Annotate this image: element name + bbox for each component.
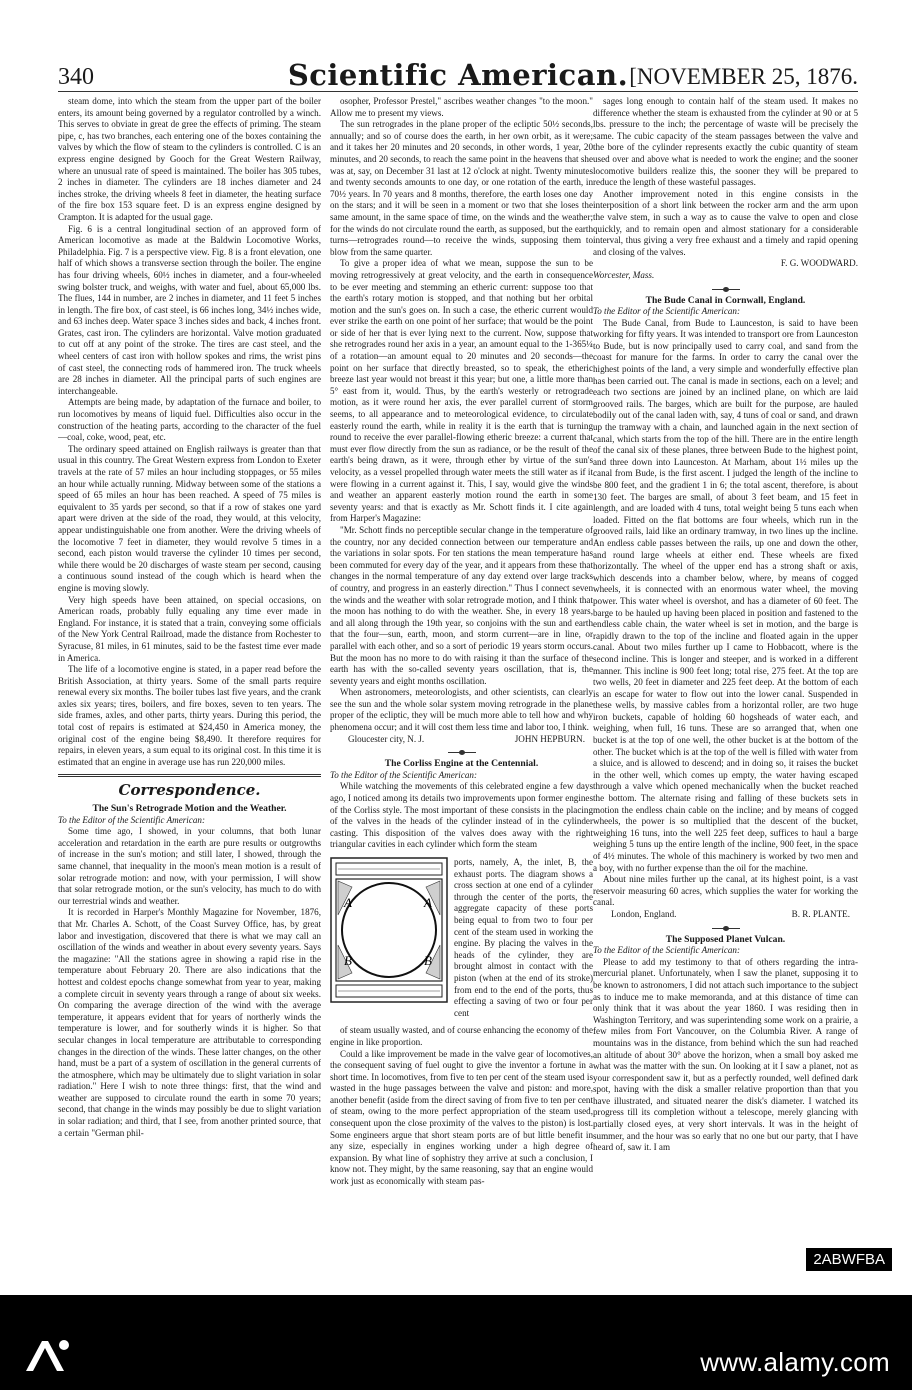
signature-place: Gloucester city, N. J. — [348, 733, 425, 744]
paragraph: About nine miles further up the canal, at its highest point, is a vast reservoir measuring 60 acres, which supplies the water for working the canal. — [593, 874, 858, 908]
paragraph: The sun retrogrades in the plane proper of the ecliptic 50½ seconds, annually; and so of course does the earth, in her own orbit, as it were; and it takes her 20 minutes and 20 seconds, in other words, 1 year, 20 minutes, and 20 seconds, to reach the same point in the heavens that she was at, say, on December 31 last at 12 o'clock at night. Twenty minutes and twenty seconds amounts to one day, or one rotation of the earth, in 70½ years. In 70 years and 8 months, therefore, the earth loses one day on the stars; and it will be seen in a moment or two that she loses the same amount, in the same space of time, on the winds and the weather; for the winds do not circulate round the earth, as supposed, but the earth turns—retrogrades round—to receive the winds, supposing them to blow from the same quarter. — [330, 119, 593, 257]
cylinder-port-diagram — [330, 857, 448, 1003]
paragraph: The Bude Canal, from Bude to Launceston, is said to have been working for fifty years. It was intended to transport ore from Launceston to Bude, but is now principally used to carry coal, and sand from the coast for manure for the farms. In order to carry the canal over the highest points of the land, a very simple and wonderfully effective plan has been carried out. The canal is made in sections, each on a level; and each two sections are joined by an inclined plane, on which are laid grooved rails. The barges, which are built for the purpose, are hauled bodily out of the canal laden with, say, 4 tuns of coal or sand, and drawn up the tramway with a chain, and launched again in the next section of canal, which starts from the top of the hill. There are in the entire length of the canal six of these planes, three between Bude to the highest point, and three down into Launceston. At Marham, about 1½ miles up the canal from Bude, is the first ascent. I judged the length of the incline to be 800 feet, and the gradient 1 in 6; the total ascent, therefore, is about 130 feet. The barges are small, of about 3 feet beam, and 15 feet in length, and are loaded with 4 tuns, total weight being 5 tuns each when loaded. Fitted on the flat bottoms are four wheels, which run in the grooved rails, laid like an ordinary tramway, in two lines up the incline. An endless cable passes between the rails, up one and down the other, and round large wheels at either end. These wheels are fixed horizontally. The wheel of the upper end has a strong shaft or axis, which descends into a chamber below, where, by means of cogged wheels, it is connected with an enormous water wheel, the moving power. This water wheel is overshot, and has a diameter of 60 feet. The barge to be hauled up having been placed in position and fastened to the endless cable chain, the water wheel is set in motion, and the barge is rapidly drawn to the top of the incline and floated again in the upper canal. About two miles further up I came to Hobbacott, where is the second incline. This is longer and steeper, and is worked in a different manner. This incline is 900 feet long; total rise, 275 feet. At the top are two wells, 20 feet in diameter and 225 feet deep. At the bottom of each is an escape for water to flow out into the lower canal. Suspended in these wells, by massive cables from a horizontal roller, are two huge iron buckets, capable of holding 60 hogsheads of water each, and weighing, when full, 16 tuns. These are so arranged that, when one bucket is at the top of one well, the other bucket is at the bottom of the other. The bucket which is at the top of the well is filled with water from a sluice, and is allowed to descend; and in doing so, it raises the bucket in the other well, which comes up empty, the water having escaped through a valve which opened mechanically when the bucket reached the bottom. The alternate rising and falling of these buckets sets in motion the endless chain cable on the incline; and by means of cogged wheels, the power is so multiplied that the descent of the bucket, weighing 16 tuns, into the well 225 feet deep, suffices to haul a barge weighing 5 tuns up the entire length of the incline, 900 feet, in the space of 4½ minutes. The whole of this machinery is worked by two men and a boy, with no further expense than the oil for the machine. — [593, 317, 858, 873]
letter-title: The Corliss Engine at the Centennial. — [384, 758, 539, 770]
letter-salutation: To the Editor of the Scientific American: — [330, 769, 477, 780]
paragraph: Please to add my testimony to that of others regarding the intra-mercurial planet. Unfortunately, when I saw the planet, supposing it to be known to astronomers, I did not attach such importance to the subject as to induce me to make memoranda, and at this distance of time can only think that it was about the year 1860. I was residing then in Washington Territory, and was superintending some work on a prairie, a few miles from Fort Vancouver, on the Columbia River. A range of mountains was in the distance, from behind which the sun had reached an altitude of about 30° above the horizon, when a small boy asked me what was the matter with the sun. On looking at it I saw a planet, not as your correspondent saw it, but as a perfectly rounded, well defined dark spot, having with the disk a smaller relative proportion than that you have illustrated, and situated nearer the disk's diameter. I watched its progress till its completion without a telescope, merely glancing with partially closed eyes, at very short intervals. It was in the height of summer, and the hour was so early that no one but our party, that I have heard of, saw it. I am — [593, 956, 858, 1153]
paragraph: Another improvement noted in this engine consists in the interposition of a short link between the rocker arm and the arm upon the valve stem, in such a way as to cause the valve to open and close quickly, and to remain open and almost stationary for a considerable interval, thus giving a very free exhaust and a timely and rapid opening and closing of the valves. — [593, 188, 858, 257]
signature-place: London, England. — [611, 908, 677, 919]
paragraph: To give a proper idea of what we mean, suppose the sun to be moving retrogressively at great velocity, and the earth in consequence to be ever meeting and stemming an etheric current: suppose too that the earth's rotary motion is stopped, and that nothing but her orbital motion and the sun's goes on. In such a case, the etheric current would ever strike the earth on one point of her surface; that would be the point or side of her that is ever lying next to the current. Now, suppose that she retrogrades round her axis in a year, an amount equal to the 1-365¼ of a rotation—an amount equal to 20 minutes and 20 seconds—the point on her surface that directly breasted, so to speak, the etheric breeze last year would not breast it this year; but one, a little more than 5° east from it, would. Thus, by the earth's westerly or retrograde motion, as it were round her axis, the ever parallel current of storm seems, to all appearance and to meteorological evidence, to circulate easterly round the earth, while in reality it is the earth that is turning round to receive the ever parallel-flowing etheric breeze: a current that must ever flow directly from the sun as radiance, or be the result of the earth's being drawn, as it were, through ether by virtue of the sun's velocity, as a vessel propelled through water meets the still water as if it were flowing in a current against it. This, I say, would give the winds and weather an apparent easterly motion round the earth in some seventy years: and that is exactly as Mr. Schott finds it. I cite again from Harper's Magazine: — [330, 258, 593, 524]
paragraph: osopher, Professor Prestel," ascribes weather changes "to the moon." Allow me to present my views. — [330, 96, 593, 118]
issue-date: [NOVEMBER 25, 1876. — [629, 64, 858, 89]
paragraph: Very high speeds have been attained, on special occasions, on American roads, probably fully equaling any time ever made in England. For instance, it is stated that a train, conveying some officials of the New York Central Railroad, made the distance from Rochester to Syracuse, 81 miles, in 61 minutes, said to be the fastest time ever made in America. — [58, 594, 321, 663]
separator-ornament — [448, 751, 476, 754]
figure-block — [330, 857, 593, 1019]
letter-salutation: To the Editor of the Scientific American: — [593, 945, 740, 956]
header-rule — [58, 91, 858, 92]
watermark-url: www.alamy.com — [700, 1347, 890, 1377]
letter-signature — [593, 909, 858, 921]
paragraph: When astronomers, meteorologists, and other scientists, can clearly see the sun and the whole solar system moving retrograde in the plane proper of the ecliptic, they will be much more able to tell how and why phenomena occur; and it will cost them less time and labor too, I think. — [330, 687, 593, 733]
column-3 — [593, 96, 858, 1276]
paragraph: It is recorded in Harper's Monthly Magazine for November, 1876, that Mr. Charles A. Schott, of the Coast Survey Office, has, by great labor and investigation, discovered that there is what we may call an oscillation of the winds and weather in about every seventy years. Says the magazine: "All the stations agree in showing a rapid rise in the temperature about February 20. There are also indications that the hottest and coldest epochs change somewhat from year to year, making a complete circuit in seventy years through a range of about six weeks. On comparing the average direction of the wind with the average temperature, it appears evident that for years of northerly winds the temperature is lower, and for southerly winds it is higher. So that secular changes in local temperature are attributable to corresponding changes in the direction of the winds. These latter changes, on the other hand, must be a part of a system of oscillation in the general currents of the atmosphere, which may be ultimately due to slight variation in solar radiation." Here I wish to note three things: first, that the wind and weather are supposed to circulate round the earth in some 70 years; second, that change in the winds may possibly be due to slight variation in solar radiation; and third, that I see, from another printed source, that a certain "German phil- — [58, 907, 321, 1138]
section-divider — [58, 774, 321, 777]
letter-title: The Sun's Retrograde Motion and the Weather. — [92, 803, 287, 815]
letter-title: The Bude Canal in Cornwall, England. — [645, 294, 806, 306]
figure-side-text: ports, namely, A, the inlet, B, the exhaust ports. The diagram shows a cross section at one end of a cylinder through the center of the ports, the aggregate capacity of these ports being equal to from two to four per cent of the steam used in working the engine. By placing the valves in the heads of the cylinder, they are brought almost in contact with the piston (when at the end of its stroke) from end to the end of the ports, thus effecting a saving of two or four per cent — [454, 857, 593, 1018]
port-label-b-left: B — [344, 953, 352, 968]
paragraph: Some time ago, I showed, in your columns, that both lunar acceleration and retardation in the earth are pure results or outgrowths of increase in the sun's motion; and still later, I showed, through the same channel, that inequality in the moon's mean motion is a result of solar retrograde motion: and now, with your permission, I will show that solar retrograde motion, or the sun's velocity, has much to do with our terrestrial winds and weather. — [58, 826, 321, 906]
paragraph: The life of a locomotive engine is stated, in a paper read before the British Association, at thirty years. Some of the small parts require renewal every six months. The boiler tubes last five years, and the crank axles six years; tires, boilers, and fire boxes, seven to ten years. The side frames, axles, and other parts, thirty years. During this period, the total cost of repairs is estimated at $24,450 in America money, the original cost of the engine being $8,490. It therefore requires for repairs, in eleven years, a sum equal to its original cost. In this time it is estimated that an engine in average use has run 220,000 miles. — [58, 664, 321, 767]
watermark-footer — [0, 1295, 912, 1390]
column-2 — [330, 96, 593, 1276]
letter-salutation: To the Editor of the Scientific American: — [58, 814, 205, 825]
paragraph: Attempts are being made, by adaptation of the furnace and boiler, to run locomotives by means of liquid fuel. Difficulties also occur in the construction of the heating parts, according to the character of the fuel—coal, coke, wood, peat, etc. — [58, 397, 321, 443]
paragraph: "Mr. Schott finds no perceptible secular change in the temperature of the country, nor any decided connection between our temperature and the variations in solar spots. For ten stations the mean temperature has been commuted for every day of the year, and it appears from these that changes in the normal temperature of any day extend over large tracks of country, and progress in an easterly direction." Thus I connect seven the winds and the weather with solar retrograde motion, and I think that the moon has nothing to do with the weather. She, in every 18 years, and all along through the 19th year, so conjoins with the sun and earth that the four—sun, earth, moon, and storm current—are in line, or parallel with each other, and so a sort of periodic 19 years storm occurs. But the moon has no more to do with raising it than the surface of the earth has with the so-called seventy years oscillation, that is, the seventy years and eight months oscillation. — [330, 524, 593, 686]
port-label-a-left: A — [344, 895, 352, 910]
port-label-a-right: A — [424, 895, 432, 910]
alamy-logo-icon — [22, 1335, 74, 1375]
signature-name: JOHN HEPBURN. — [514, 733, 585, 744]
port-label-b-right: B — [424, 953, 432, 968]
paragraph: While watching the movements of this celebrated engine a few days ago, I noticed among its details two improvements upon former engines of the Corliss style. The most important of these consists in the placing of the valves in the heads of the cylinder instead of in the cylinder casting. This disposition of the valves does away with the right triangular cavities in each cylinder which form the steam — [330, 781, 593, 850]
signature-place: Worcester, Mass. — [593, 269, 655, 280]
paragraph: sages long enough to contain half of the steam used. It makes no difference whether the steam is exhausted from the cylinder at 90 or at 5 lbs. pressure to the inch; the percentage of waste will be precisely the same. The cubic capacity of the steam passages between the valve and the bore of the cylinder represents exactly the cubic quantity of steam used over and above what is needed to work the engine; and the sooner locomotive builders realize this, the sooner they will be prepared to reduce the length of these wasteful passages. — [593, 96, 858, 188]
separator-ornament — [712, 288, 740, 291]
page-header — [58, 56, 858, 92]
page-number: 340 — [58, 64, 94, 90]
letter-signature — [330, 734, 593, 746]
signature-name: B. R. PLANTE. — [791, 908, 850, 919]
paragraph: steam dome, into which the steam from the upper part of the boiler enters, its amount being governed by a regulator controlled by a winch. This serves to obviate in great de gree the effects of priming. The steam pipe, c, has two branches, each entering one of the boxes containing the valves by which the flow of steam to the cylinders is controlled. C is an express engine designed by Gooch for the Great Western Railway, where an unusual rate of speed is maintained. The boiler has 305 tubes, 2 inches in diameter. The cylinders are 18 inches diameter and 24 inches stroke, the driving wheels 8 feet in diameter, the heating surface of the fire box 153 square feet. D is an express engine designed by Crampton. It is adapted for the usual gage. — [58, 96, 321, 222]
signature-name: F. G. WOODWARD. — [780, 258, 858, 269]
paragraph: Could a like improvement be made in the valve gear of locomotives, the consequent saving of fuel ought to give the inventor a fortune in a short time. In locomotives, from five to ten per cent of the steam used is wasted in the huge passages between the valve and piston: and more, another benefit (aside from the direct saving of from five to ten per cent of steam, owing to the more perfect appropriation of the steam used, consequent upon the close proximity of the valves to the piston) is lost. Some engineers argue that short steam ports are of but little benefit in any size, especially in engines working under a high degree of expansion. By what line of sophistry they arrive at such a conclusion, I know not. They might, by the same reasoning, say that an engine would work just as economically with steam pas- — [330, 1048, 593, 1187]
column-1 — [58, 96, 321, 1276]
paragraph: The ordinary speed attained on English railways is greater than that usual in this country. The Great Western express from London to Exeter travels at the rate of 57 miles an hour including stoppages, or 55 miles an hour while actually running. Midway between some of the stations a speed of 65 miles an hour has been reached. A speed of 75 miles is equivalent to 35 yards per second, so that if a row of stakes one yard apart were driven at the side of the road, they would, at this velocity, appear undistinguishable one from another. Were the driving wheels of the locomotive 7 feet in diameter, they would revolve 5 times in a second, each piston would traverse the cylinder 10 times per second, while there would be 20 discharges of waste steam per second, causing a continuous sound instead of the cough which is heard when the engine is moving slowly. — [58, 443, 321, 593]
paragraph: Fig. 6 is a central longitudinal section of an approved form of American locomotive as made at the Baldwin Locomotive Works, Philadelphia. Fig. 7 is a perspective view. Fig. 8 is a front elevation, one half of which shows a transverse section through the boiler. The engine has four driving wheels, 60½ inches in diameter, and a four-wheeled swing bolster truck, and weighs, with water and fuel, about 65,000 lbs. The flues, 144 in number, are 2 inches in diameter, and 11 feet 5 inches in length. The fire box, of cast steel, is 66 inches long, 34½ inches wide, and 63 inches deep. Water space 3 inches sides and back, 4 inches front. Grates, cast iron. The cylinders are horizontal. Valve motion graduated to cut off at any point of the stroke. The tires are cast steel, and the wheel centers of cast iron with hollow spokes and rims, the wrist pins of cast steel, the connecting rods of hammered iron. The truck wheels are 28 inches in diameter. All the principal parts of such engines are interchangeable. — [58, 223, 321, 396]
masthead-title: Scientific American. — [287, 58, 629, 92]
section-heading-correspondence: Correspondence. — [118, 781, 261, 800]
separator-ornament — [712, 927, 740, 930]
letter-salutation: To the Editor of the Scientific American: — [593, 306, 740, 317]
paragraph: of steam usually wasted, and of course enhancing the economy of the engine in like proportion. — [330, 1025, 593, 1047]
letter-title: The Supposed Planet Vulcan. — [665, 933, 786, 945]
stock-image-id: 2ABWFBA — [806, 1248, 892, 1271]
